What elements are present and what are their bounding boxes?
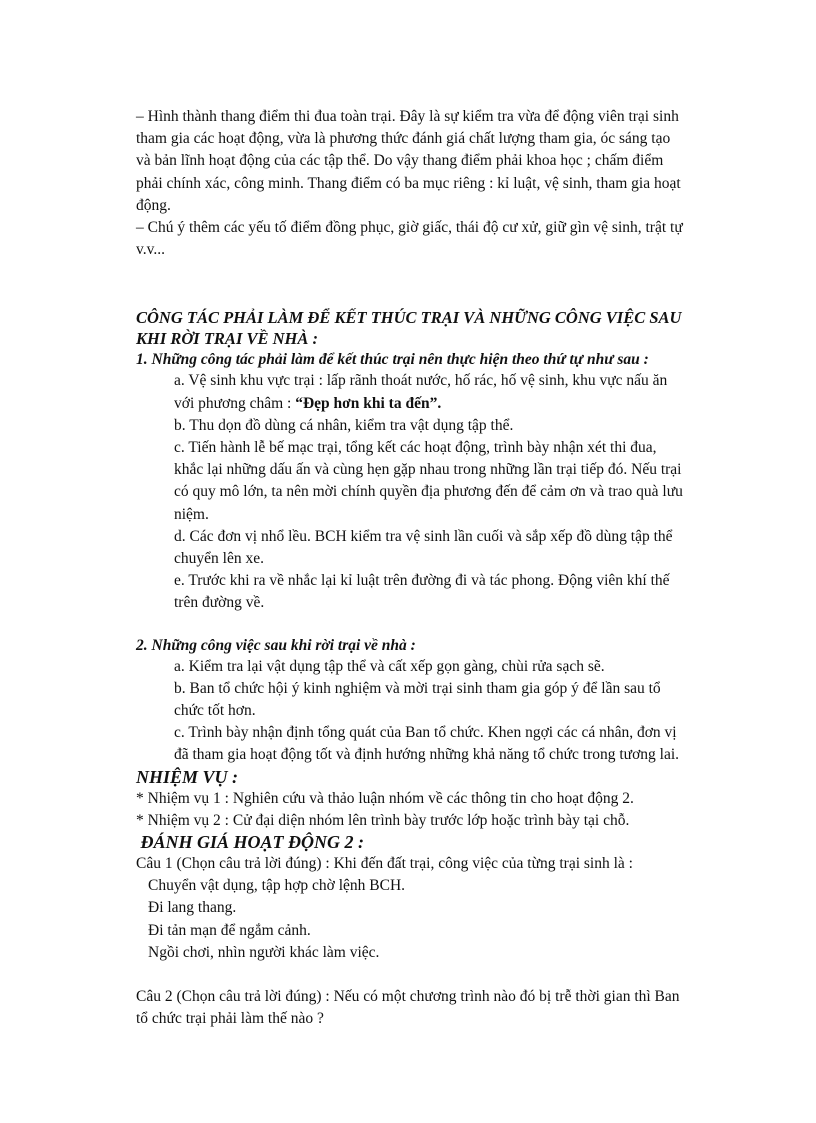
part2-item-a: a. Kiểm tra lại vật dụng tập thể và cất xếp gọn gàng, chùi rửa sạch sẽ.	[174, 657, 605, 675]
part1-item-a-motto: “Đẹp hơn khi ta đến”.	[295, 394, 442, 412]
task-2: * Nhiệm vụ 2 : Cử đại diện nhóm lên trình bày trước lớp hoặc trình bày tại chỗ.	[136, 811, 630, 829]
part1-item-b: b. Thu dọn đồ dùng cá nhân, kiểm tra vật dụng tập thể.	[174, 416, 514, 434]
part1-item-a-text: a. Vệ sinh khu vực trại : lấp rãnh thoát nước, hố rác, hố vệ sinh, khu vực nấu ăn với phương châm :	[174, 372, 668, 412]
intro-bullet-2: – Chú ý thêm các yếu tố điểm đồng phục, giờ giấc, thái độ cư xử, giữ gìn vệ sinh, trật tự v.v...	[136, 219, 683, 259]
part2-heading: 2. Những công việc sau khi rời trại về nhà :	[136, 636, 416, 654]
part1-heading: 1. Những công tác phải làm để kết thúc trại nên thực hiện theo thứ tự như sau :	[136, 351, 649, 369]
part1-item-d: d. Các đơn vị nhổ lều. BCH kiểm tra vệ sinh lần cuối và sắp xếp đồ dùng tập thể chuyển lên xe.	[174, 527, 673, 568]
question-1-option: Ngồi chơi, nhìn người khác làm việc.	[148, 943, 380, 961]
section-title: CÔNG TÁC PHẢI LÀM ĐỂ KẾT THÚC TRẠI VÀ NHỮNG CÔNG VIỆC SAU KHI RỜI TRẠI VỀ NHÀ :	[136, 308, 682, 349]
part1-item-c: c. Tiến hành lễ bế mạc trại, tổng kết các hoạt động, trình bày nhận xét thi đua, khắc lại những dấu ấn và cùng hẹn gặp nhau trong những lần trại tiếp đó. Nếu trại có quy mô lớn, ta nên mời chính quyền địa phương đến để cảm ơn và trao quà lưu niệm.	[174, 439, 683, 523]
part2-item-c: c. Trình bày nhận định tổng quát của Ban tổ chức. Khen ngợi các cá nhân, đơn vị đã tham gia hoạt động tốt và định hướng những khả năng tổ chức trong tương lai.	[174, 724, 680, 764]
tasks-heading: NHIỆM VỤ :	[136, 766, 239, 787]
question-1-option: Đi tản mạn để ngắm cảnh.	[148, 921, 311, 939]
task-1: * Nhiệm vụ 1 : Nghiên cứu và thảo luận nhóm về các thông tin cho hoạt động 2.	[136, 789, 634, 807]
question-2: Câu 2 (Chọn câu trả lời đúng) : Nếu có một chương trình nào đó bị trễ thời gian thì Ban tổ chức trại phải làm thế nào ?	[136, 988, 680, 1028]
question-1-option: Chuyển vật dụng, tập hợp chờ lệnh BCH.	[148, 877, 406, 895]
part1-item-e: e. Trước khi ra về nhắc lại kỉ luật trên đường đi và tác phong. Động viên khí thế trên đường về.	[174, 572, 670, 612]
evaluation-heading: ĐÁNH GIÁ HOẠT ĐỘNG 2 :	[136, 832, 365, 853]
question-1-option: Đi lang thang.	[148, 899, 237, 917]
question-1: Câu 1 (Chọn câu trả lời đúng) : Khi đến đất trại, công việc của từng trại sinh là :	[136, 855, 633, 873]
document-page	[136, 106, 684, 1031]
intro-bullet-1: – Hình thành thang điểm thi đua toàn trại. Đây là sự kiểm tra vừa để động viên trại sinh tham gia các hoạt động, vừa là phương thức đánh giá chất lượng tham gia, óc sáng tạo và bản lĩnh hoạt động của các tập thể. Do vậy thang điểm phải khoa học ; chấm điểm phải chính xác, công minh. Thang điểm có ba mục riêng : kỉ luật, vệ sinh, tham gia hoạt động.	[136, 108, 681, 214]
part2-item-b: b. Ban tổ chức hội ý kinh nghiệm và mời trại sinh tham gia góp ý để lần sau tổ chức tốt hơn.	[174, 679, 661, 720]
part1-item-a	[136, 370, 684, 414]
